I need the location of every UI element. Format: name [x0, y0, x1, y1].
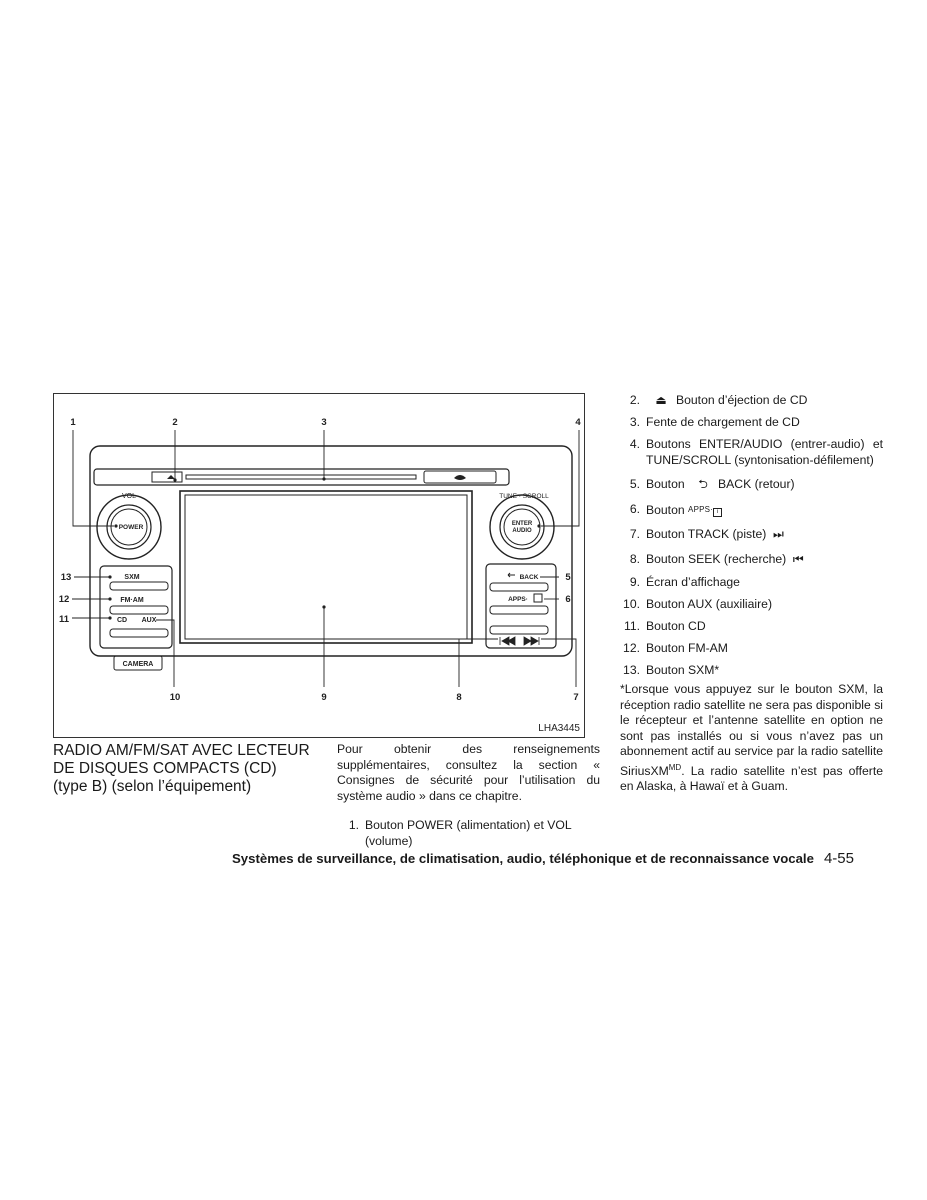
enter-label: ENTER [511, 521, 533, 527]
back-arrow-icon: ⮌ [698, 477, 708, 491]
list-item [620, 415, 883, 437]
list-number: 4. [629, 437, 640, 451]
power-label: POWER [118, 524, 144, 531]
list-number: 7. [629, 527, 640, 541]
heading-line-3: (type B) (selon l’équipement) [53, 778, 252, 795]
list-number: 2. [629, 393, 640, 407]
list-item [620, 437, 883, 477]
list-item [620, 641, 883, 663]
footnote-text-end: . La radio satellite n’est pas offerte en Alaska, à Hawaï et à Guam. [620, 763, 883, 794]
footnote [620, 682, 883, 795]
vol-label: VOL [121, 493, 137, 500]
callout-1: 1 [70, 417, 76, 428]
page-footer [232, 850, 884, 867]
next-track-icon: ⏭ [772, 527, 784, 541]
callout-11: 11 [58, 614, 70, 625]
list-text: Bouton [646, 503, 685, 517]
callout-6: 6 [565, 594, 571, 605]
callout-13: 13 [60, 572, 72, 583]
heading-line-1: RADIO AM/FM/SAT AVEC LECTEUR [53, 742, 310, 759]
callout-12: 12 [58, 594, 70, 605]
list-number: 11. [623, 619, 640, 633]
section-heading [53, 742, 323, 796]
list-item [620, 575, 883, 597]
list-text: Bouton AUX (auxiliaire) [646, 597, 772, 611]
tune-scroll-label: TUNE · SCROLL [499, 493, 549, 500]
previous-track-icon: ⏮ [792, 552, 804, 566]
list-item [620, 663, 883, 679]
right-column [620, 393, 883, 795]
list-text: Bouton TRACK (piste) [646, 527, 767, 541]
callout-3: 3 [321, 417, 327, 428]
callout-5: 5 [565, 572, 571, 583]
sxm-label: SXM [124, 574, 140, 581]
list-text: Boutons ENTER/AUDIO (entrer-audio) et TUNE/SCROLL (syntonisation-défilement) [646, 437, 883, 467]
list-text: Écran d’affichage [646, 575, 740, 589]
list-item [620, 393, 883, 415]
list-number: 12. [623, 641, 640, 655]
list-text: Bouton SXM* [646, 663, 720, 677]
list-text: Bouton SEEK (recherche) [646, 552, 787, 566]
page-number: 4-55 [823, 850, 854, 867]
footnote-text: *Lorsque vous appuyez sur le bouton SXM, la réception radio satellite ne sera pas disponible si le récepteur et l’antenne satellite en option ne sont pas installés ou si vous n’avez pas un abonnement actif au service par la radio satellite SiriusXM [620, 682, 883, 778]
list-number: 8. [629, 552, 640, 566]
list-text: Bouton POWER (alimentation) et VOL (volume) [365, 818, 572, 848]
aux-label: AUX [141, 617, 157, 624]
eject-icon: ⏏ [655, 393, 667, 407]
list-number: 1. [348, 818, 359, 832]
list-text: Bouton CD [646, 619, 706, 633]
list-item [620, 527, 883, 552]
apps-label: APPS· [508, 596, 528, 603]
list-item [620, 619, 883, 641]
fmam-label: FM·AM [120, 597, 144, 604]
callout-7: 7 [573, 692, 579, 703]
audio-unit-diagram [54, 394, 584, 737]
list-text: Bouton FM-AM [646, 641, 728, 655]
heading-line-2: DE DISQUES COMPACTS (CD) [53, 760, 277, 777]
list-number: 9. [629, 575, 640, 589]
info-box-icon: i [713, 508, 722, 517]
list-item [620, 552, 883, 575]
list-text: Bouton d’éjection de CD [676, 393, 808, 407]
list-item [620, 477, 883, 502]
camera-label: CAMERA [122, 661, 154, 668]
callout-10: 10 [169, 692, 181, 703]
audio-unit-figure [53, 393, 585, 738]
cd-label: CD [116, 617, 128, 624]
callout-2: 2 [172, 417, 178, 428]
list-item [337, 818, 600, 849]
list-text: BACK (retour) [718, 477, 795, 491]
list-number: 13. [623, 663, 640, 677]
list-number: 5. [629, 477, 640, 491]
list-text: Bouton [646, 477, 685, 491]
list-number: 10. [623, 597, 640, 611]
middle-column [337, 742, 600, 849]
callout-4: 4 [575, 417, 581, 428]
apps-label: APPS· [688, 505, 714, 514]
back-label: BACK [519, 574, 539, 581]
callout-9: 9 [321, 692, 327, 703]
audio-label: AUDIO [512, 528, 532, 534]
list-text: Fente de chargement de CD [646, 415, 800, 429]
list-item [620, 597, 883, 619]
list-item [620, 502, 883, 527]
footnote-superscript: MD [668, 762, 682, 772]
list-number: 3. [629, 415, 640, 429]
intro-paragraph: Pour obtenir des renseignements supplémentaires, consultez la section « Consignes de sécurité pour l’utilisation du système audio » dans ce chapitre. [337, 742, 600, 803]
footer-title: Systèmes de surveillance, de climatisation, audio, téléphonique et de reconnaissance vocale [232, 851, 814, 866]
figure-code: LHA3445 [538, 723, 580, 734]
callout-8: 8 [456, 692, 462, 703]
list-number: 6. [629, 502, 640, 516]
